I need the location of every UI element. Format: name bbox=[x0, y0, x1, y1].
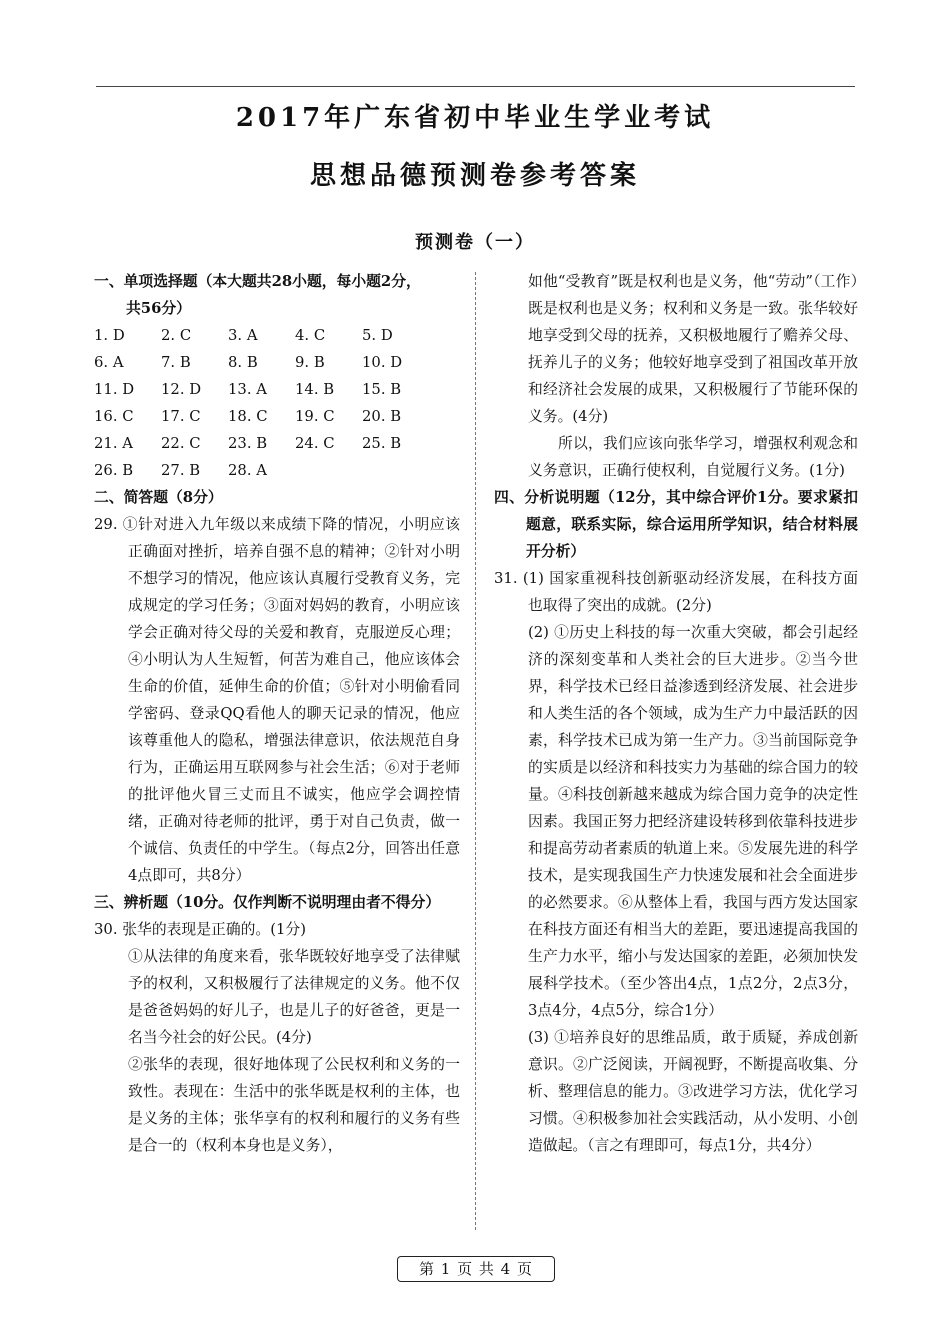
right-column bbox=[494, 268, 858, 1159]
answer-item: 10. D bbox=[362, 354, 403, 371]
answer-item: 16. C bbox=[94, 408, 134, 425]
answer-key-title: 思想品德预测卷参考答案 bbox=[309, 161, 640, 191]
left-column bbox=[94, 268, 460, 1159]
answer-item: 24. C bbox=[295, 435, 335, 452]
answer-item: 26. B bbox=[94, 462, 134, 479]
answer-item: 23. B bbox=[228, 435, 268, 452]
answer-row bbox=[94, 322, 460, 349]
answer-item: 15. B bbox=[362, 381, 402, 398]
answer-item: 13. A bbox=[228, 381, 267, 398]
section3-heading: 三、辨析题（10分。仅作判断不说明理由者不得分） bbox=[94, 894, 441, 911]
answer-item: 18. C bbox=[228, 408, 268, 425]
answer-item: 6. A bbox=[94, 354, 124, 371]
question-31-part1: 31. (1) 国家重视科技创新驱动经济发展，在科技方面也取得了突出的成就。(2分) bbox=[494, 570, 858, 614]
exam-title: 2017年广东省初中毕业生学业考试 bbox=[235, 103, 715, 133]
answer-item: 9. B bbox=[295, 354, 325, 371]
answer-item: 4. C bbox=[295, 327, 326, 344]
section1-heading-line2: 共56分） bbox=[126, 300, 191, 317]
choice-answers bbox=[94, 322, 460, 484]
top-rule bbox=[96, 86, 855, 87]
page-number: 第 1 页 共 4 页 bbox=[397, 1256, 555, 1282]
question-30-continued: 如他“受教育”既是权利也是义务，他“劳动”（工作）既是权利也是义务；权利和义务是一致。张华较好地享受到父母的抚养，又积极地履行了赡养父母、抚养儿子的义务；他较好地享受到了祖国改革开放和经济社会发展的成果，又积极履行了节能环保的义务。(4分) bbox=[528, 273, 858, 425]
question-30-point2: ②张华的表现，很好地体现了公民权利和义务的一致性。表现在：生活中的张华既是权利的主体，也是义务的主体；张华享有的权利和履行的义务有些是合一的（权利本身也是义务）， bbox=[128, 1056, 460, 1154]
question-29-answer: 29. ①针对进入九年级以来成绩下降的情况，小明应该正确面对挫折，培养自强不息的精神；②针对小明不想学习的情况，他应该认真履行受教育义务，完成规定的学习任务；③面对妈妈的教育，小明应该学会正确对待父母的关爱和教育，克服逆反心理；④小明认为人生短暂，何苦为难自己，他应该体会生命的价值，延伸生命的价值；⑤针对小明偷看同学密码、登录QQ看他人的聊天记录的情况，他应该尊重他人的隐私，增强法律意识，依法规范自身行为，正确运用互联网参与社会生活；⑥对于老师的批评他火冒三丈而且不诚实，他应学会调控情绪，正确对待老师的批评，勇于对自己负责，做一个诚信、负责任的中学生。（每点2分，回答出任意4点即可，共8分） bbox=[94, 516, 460, 884]
column-divider bbox=[475, 272, 476, 1230]
answer-row bbox=[94, 430, 460, 457]
answer-item: 5. D bbox=[362, 327, 393, 344]
question-30-verdict: 30. 张华的表现是正确的。(1分) bbox=[94, 921, 306, 938]
answer-item: 1. D bbox=[94, 327, 125, 344]
answer-item: 3. A bbox=[228, 327, 258, 344]
section2-heading: 二、简答题（8分） bbox=[94, 489, 223, 506]
answer-item: 19. C bbox=[295, 408, 335, 425]
paper-subtitle: 预测卷（一） bbox=[415, 232, 535, 253]
answer-row bbox=[94, 376, 460, 403]
answer-item: 17. C bbox=[161, 408, 201, 425]
question-30-point1: ①从法律的角度来看，张华既较好地享受了法律赋予的权利，又积极履行了法律规定的义务。他不仅是爸爸妈妈的好儿子，也是儿子的好爸爸，更是一名当今社会的好公民。(4分) bbox=[128, 948, 460, 1046]
question-31-part3: (3) ①培养良好的思维品质，敢于质疑，养成创新意识。②广泛阅读，开阔视野，不断提高收集、分析、整理信息的能力。③改进学习方法，优化学习习惯。④积极参加社会实践活动，从小发明、小创造做起。（言之有理即可，每点1分，共4分） bbox=[528, 1029, 858, 1154]
answer-item: 20. B bbox=[362, 408, 402, 425]
section4-heading: 四、分析说明题（12分，其中综合评价1分。要求紧扣题意，联系实际，综合运用所学知识，结合材料展开分析） bbox=[494, 489, 858, 560]
answer-item: 22. C bbox=[161, 435, 201, 452]
answer-row bbox=[94, 403, 460, 430]
answer-item: 7. B bbox=[161, 354, 191, 371]
answer-row bbox=[94, 457, 460, 484]
answer-item: 27. B bbox=[161, 462, 201, 479]
answer-item: 21. A bbox=[94, 435, 133, 452]
question-30-conclusion: 所以，我们应该向张华学习，增强权利观念和义务意识，正确行使权利，自觉履行义务。(1分) bbox=[528, 435, 858, 479]
question-31-part2: (2) ①历史上科技的每一次重大突破，都会引起经济的深刻变革和人类社会的巨大进步。②当今世界，科学技术已经日益渗透到经济发展、社会进步和人类生活的各个领域，成为生产力中最活跃的因素，科学技术已成为第一生产力。③当前国际竞争的实质是以经济和科技实力为基础的综合国力的较量。④科技创新越来越成为综合国力竞争的决定性因素。我国正努力把经济建设转移到依靠科技进步和提高劳动者素质的轨道上来。⑤发展先进的科学技术，是实现我国生产力快速发展和社会全面进步的必然要求。⑥从整体上看，我国与西方发达国家在科技方面还有相当大的差距，要迅速提高我国的生产力水平，缩小与发达国家的差距，必须加快发展科学技术。（至少答出4点，1点2分，2点3分，3点4分，4点5分，综合1分） bbox=[528, 624, 858, 1019]
answer-item: 2. C bbox=[161, 327, 192, 344]
answer-item: 28. A bbox=[228, 462, 267, 479]
answer-item: 25. B bbox=[362, 435, 402, 452]
answer-item: 11. D bbox=[94, 381, 135, 398]
section1-heading bbox=[94, 268, 460, 322]
answer-item: 12. D bbox=[161, 381, 202, 398]
section1-heading-line1: 一、单项选择题（本大题共28小题，每小题2分， bbox=[94, 273, 421, 290]
answer-item: 14. B bbox=[295, 381, 335, 398]
answer-row bbox=[94, 349, 460, 376]
answer-item: 8. B bbox=[228, 354, 258, 371]
